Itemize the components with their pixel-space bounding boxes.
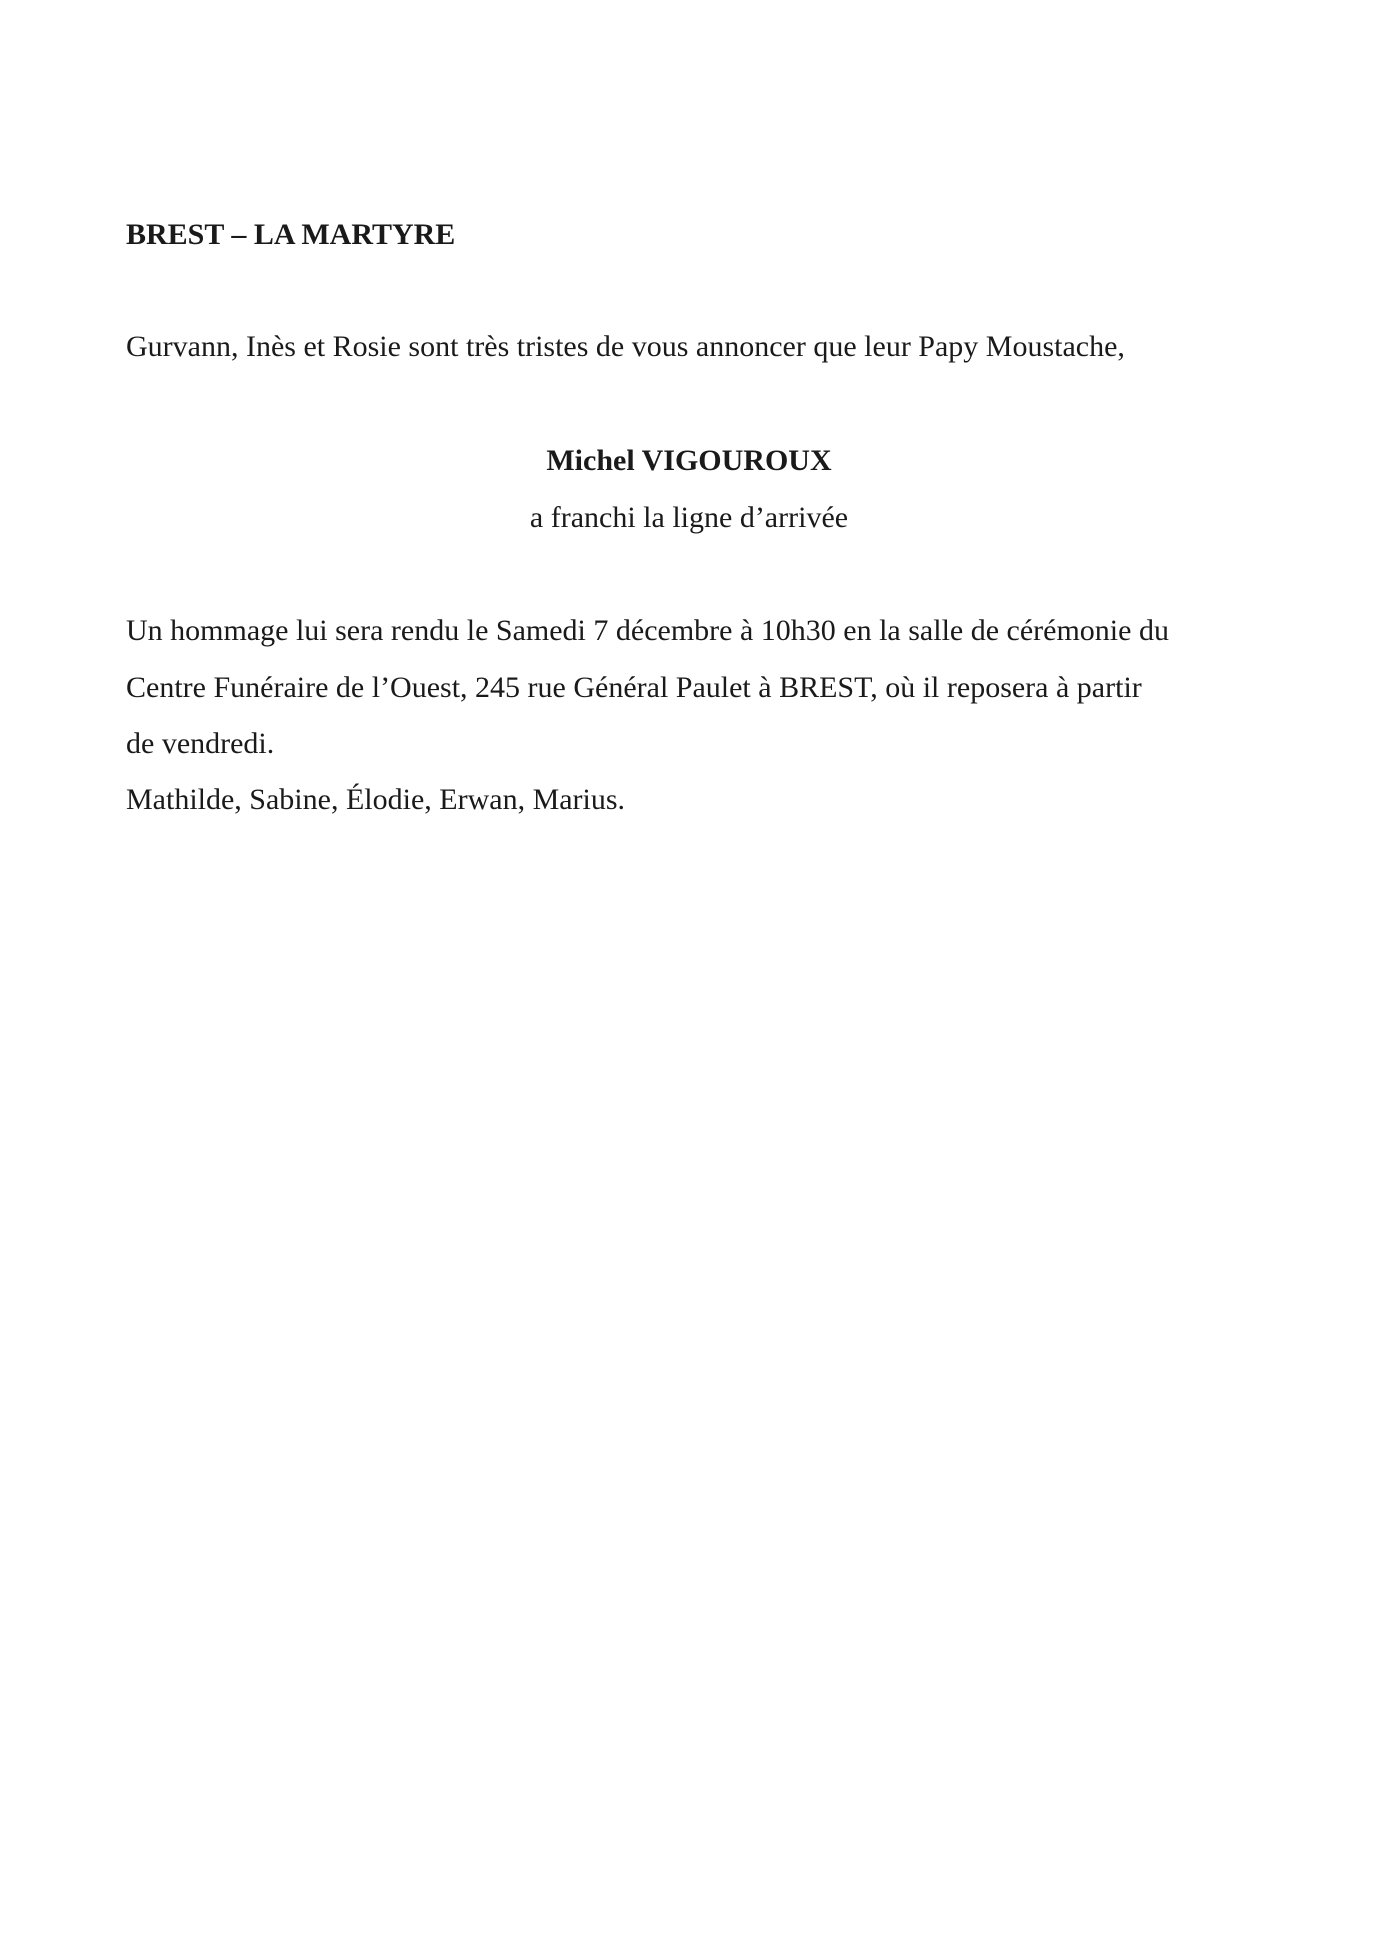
tribute-line-1: Un hommage lui sera rendu le Samedi 7 décembre à 10h30 en la salle de cérémonie du <box>126 614 1169 647</box>
location-heading: BREST – LA MARTYRE <box>126 218 456 251</box>
deceased-phrase: a franchi la ligne d’arrivée <box>529 501 849 534</box>
deceased-name: Michel VIGOUROUX <box>546 444 832 477</box>
tribute-line-2: Centre Funéraire de l’Ouest, 245 rue Général Paulet à BREST, où il reposera à partir <box>126 671 1142 704</box>
signatories: Mathilde, Sabine, Élodie, Erwan, Marius. <box>126 783 626 816</box>
intro-text: Gurvann, Inès et Rosie sont très tristes de vous annoncer que leur Papy Moustache, <box>126 330 1125 363</box>
tribute-line-3: de vendredi. <box>126 727 275 760</box>
